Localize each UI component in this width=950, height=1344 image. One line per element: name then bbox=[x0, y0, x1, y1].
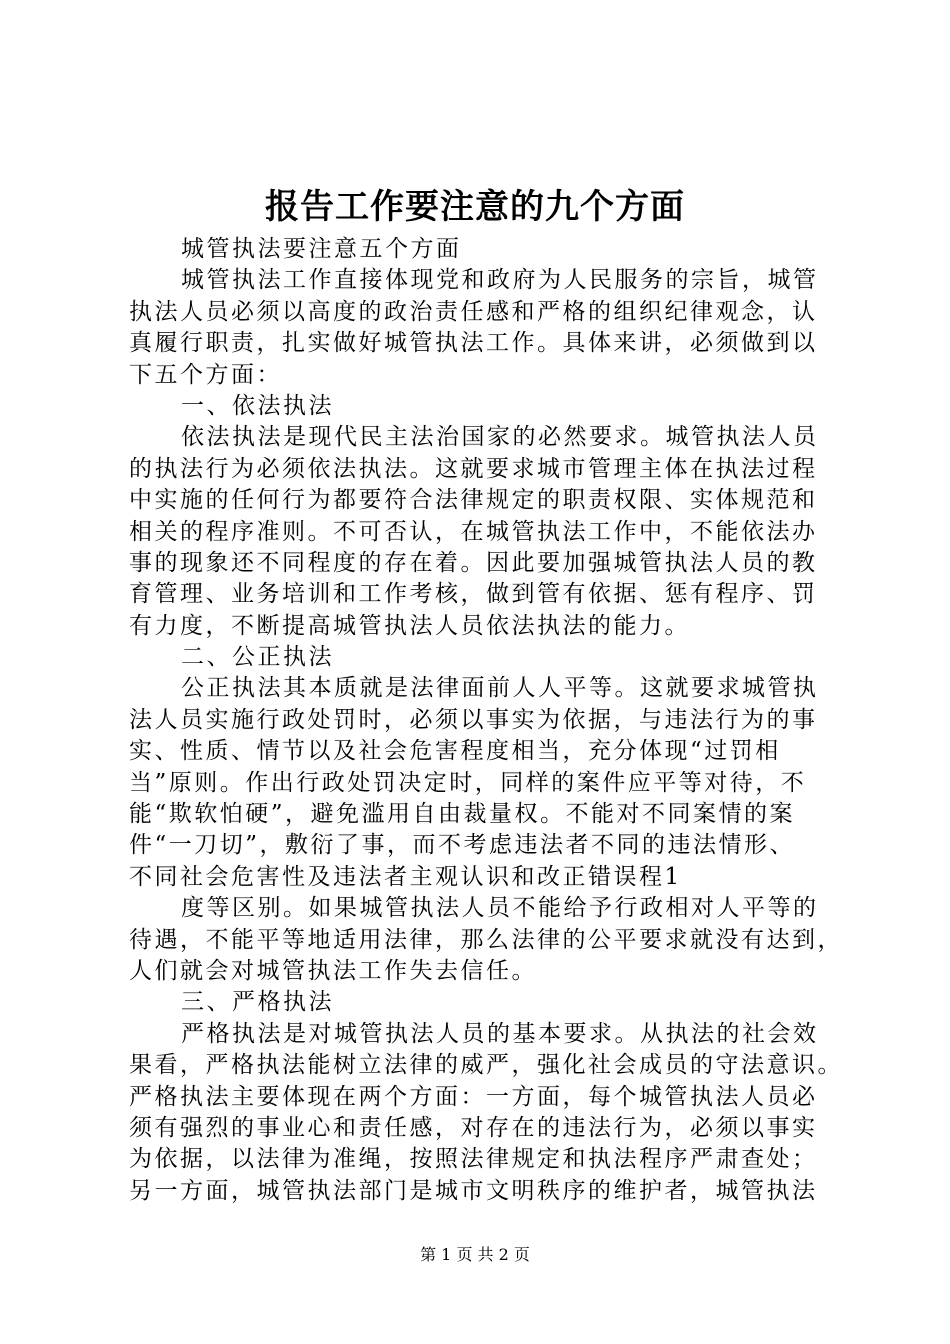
body-text-line: 件“一刀切”，敷衍了事，而不考虑违法者不同的违法情形、 bbox=[129, 832, 796, 859]
body-text-line: 依法执法是现代民主法治国家的必然要求。城管执法人员 bbox=[181, 424, 819, 451]
body-text-line: 事的现象还不同程度的存在着。因此要加强城管执法人员的教 bbox=[129, 549, 818, 576]
document-title: 报告工作要注意的九个方面 bbox=[265, 187, 685, 227]
body-text-line: 当”原则。作出行政处罚决定时，同样的案件应平等对待，不 bbox=[129, 769, 807, 796]
body-text-line: 公正执法其本质就是法律面前人人平等。这就要求城管执 bbox=[181, 675, 819, 702]
body-text-line: 二、公正执法 bbox=[181, 644, 334, 671]
page-number-label: 第 1 页 共 2 页 bbox=[420, 1245, 530, 1264]
body-text-line: 另一方面，城管执法部门是城市文明秩序的维护者，城管执法 bbox=[129, 1177, 818, 1204]
body-text-line: 法人员实施行政处罚时，必须以事实为依据，与违法行为的事 bbox=[129, 706, 818, 733]
body-text-line: 不同社会危害性及违法者主观认识和改正错误程1 bbox=[129, 863, 682, 890]
page-footer bbox=[0, 1244, 950, 1266]
body-text-line: 育管理、业务培训和工作考核，做到管有依据、惩有程序、罚 bbox=[129, 581, 818, 608]
document-body bbox=[129, 234, 844, 1207]
body-text-line: 果看，严格执法能树立法律的威严，强化社会成员的守法意识。 bbox=[129, 1052, 843, 1079]
body-text-line: 一、依法执法 bbox=[181, 392, 334, 419]
body-text-line: 严格执法主要体现在两个方面：一方面，每个城管执法人员必 bbox=[129, 1083, 818, 1110]
body-text-line: 中实施的任何行为都要符合法律规定的职责权限、实体规范和 bbox=[129, 487, 818, 514]
body-text-line: 度等区别。如果城管执法人员不能给予行政相对人平等的 bbox=[181, 895, 819, 922]
body-text-line: 严格执法是对城管执法人员的基本要求。从执法的社会效 bbox=[181, 1020, 819, 1047]
body-text-line: 实、性质、情节以及社会危害程度相当，充分体现“过罚相 bbox=[129, 738, 781, 765]
body-text-line: 相关的程序准则。不可否认，在城管执法工作中，不能依法办 bbox=[129, 518, 818, 545]
body-text-line: 下五个方面： bbox=[129, 361, 282, 388]
body-text-line: 人们就会对城管执法工作失去信任。 bbox=[129, 957, 537, 984]
body-text-line: 城管执法工作直接体现党和政府为人民服务的宗旨，城管 bbox=[181, 267, 819, 294]
body-text-line: 三、严格执法 bbox=[181, 989, 334, 1016]
body-text-line: 有力度，不断提高城管执法人员依法执法的能力。 bbox=[129, 612, 690, 639]
body-text-line: 能“欺软怕硬”，避免滥用自由裁量权。不能对不同案情的案 bbox=[129, 801, 796, 828]
body-text-line: 待遇，不能平等地适用法律，那么法律的公平要求就没有达到， bbox=[129, 926, 843, 953]
body-text-line: 为依据，以法律为准绳，按照法律规定和执法程序严肃查处； bbox=[129, 1146, 818, 1173]
body-text-line: 城管执法要注意五个方面 bbox=[181, 236, 462, 262]
body-text-line: 执法人员必须以高度的政治责任感和严格的组织纪律观念，认 bbox=[129, 298, 818, 325]
body-text-line: 须有强烈的事业心和责任感，对存在的违法行为，必须以事实 bbox=[129, 1114, 818, 1141]
body-text-line: 真履行职责，扎实做好城管执法工作。具体来讲，必须做到以 bbox=[129, 330, 818, 357]
body-text-line: 的执法行为必须依法执法。这就要求城市管理主体在执法过程 bbox=[129, 455, 818, 482]
